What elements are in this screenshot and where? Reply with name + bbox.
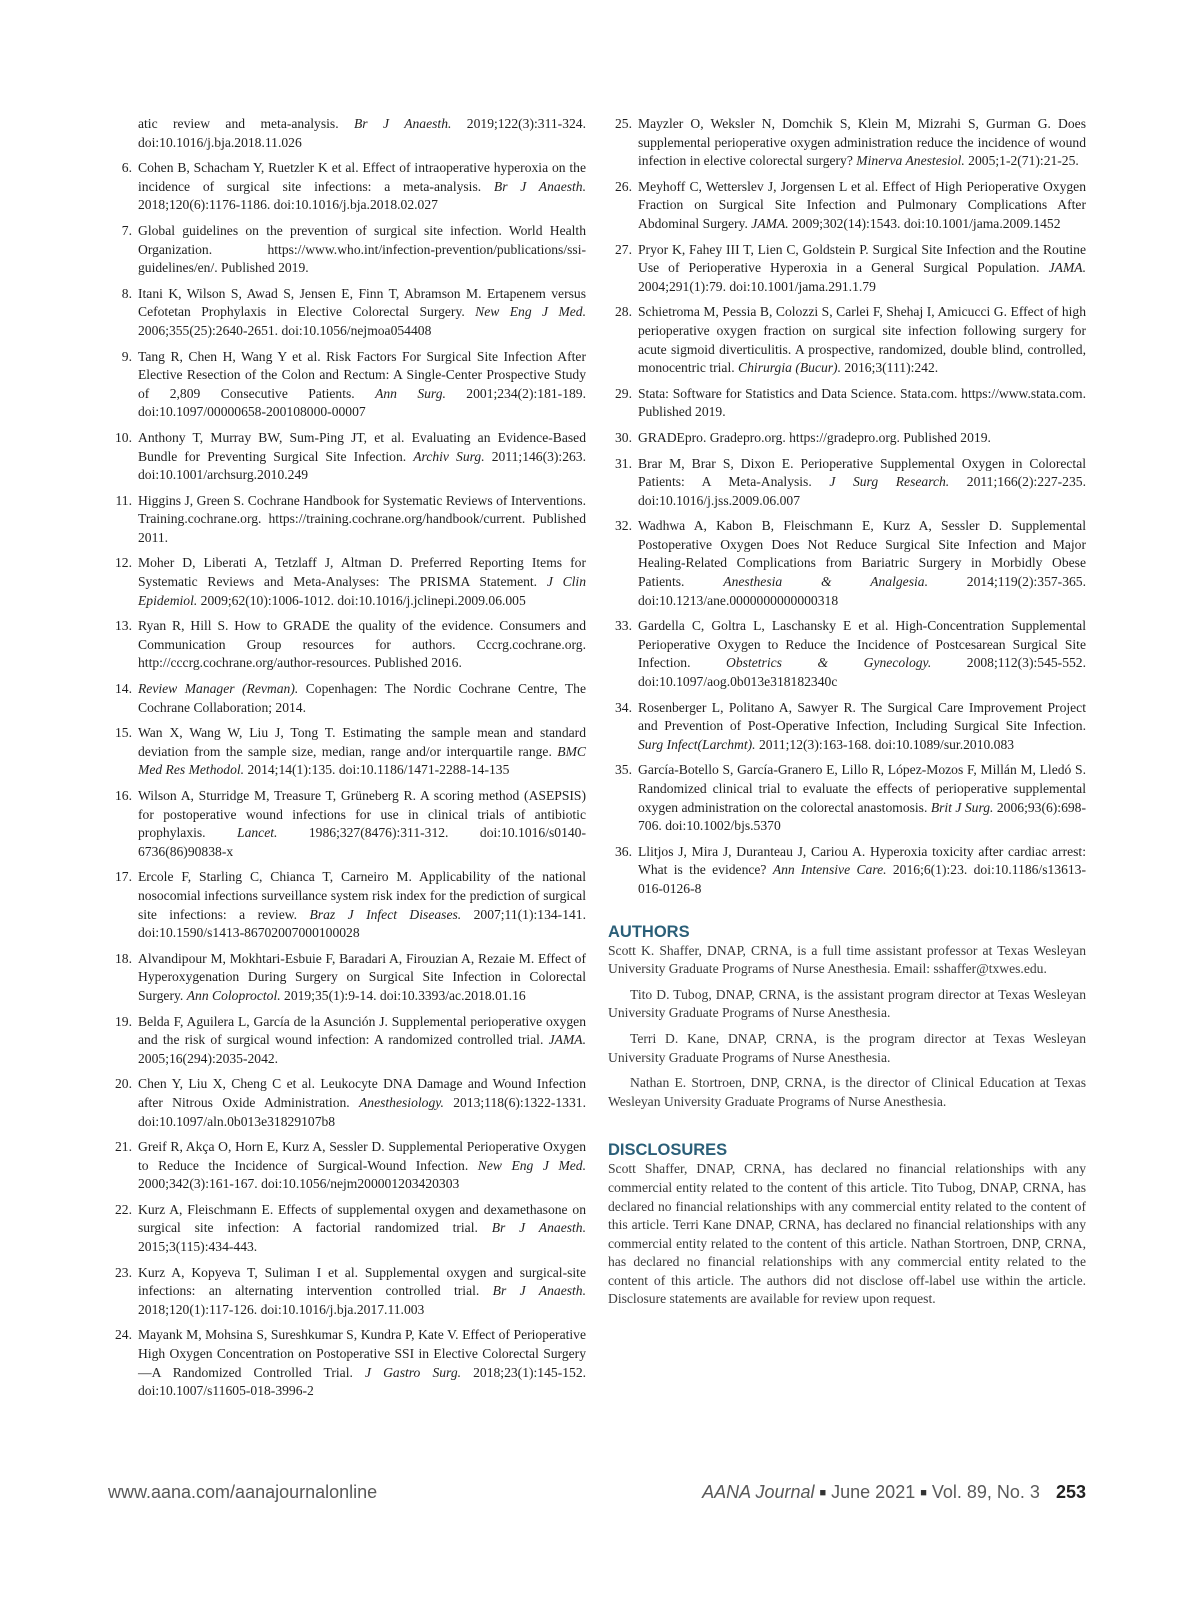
reference-text: Schietroma M, Pessia B, Colozzi S, Carlei F, Shehaj I, Amicucci G. Effect of high perioperative oxygen fraction on surgical site infection following surgery for acute sigmoid diverticulitis. A prospective, randomized, double blind, controlled, monocentric trial. bbox=[638, 304, 1086, 376]
reference-text: Wilson A, Sturridge M, Treasure T, Grüneberg R. A scoring method (ASEPSIS) for postoperative wound infections for use in clinical trials of antibiotic prophylaxis. bbox=[138, 788, 586, 841]
reference-number: 24. bbox=[115, 1327, 132, 1343]
reference-text: Cohen B, Schacham Y, Ruetzler K et al. Effect of intraoperative hyperoxia on the incidence of surgical site infections: a meta-analysis. bbox=[138, 160, 586, 194]
reference-number: 27. bbox=[615, 241, 632, 257]
reference-number: 21. bbox=[115, 1139, 132, 1155]
reference-number: 28. bbox=[615, 304, 632, 320]
reference-item bbox=[108, 1013, 586, 1069]
reference-text: 2006;355(25):2640-2651. doi:10.1056/nejmoa054408 bbox=[138, 322, 432, 338]
reference-number: 15. bbox=[115, 725, 132, 741]
reference-number: 13. bbox=[115, 618, 132, 634]
reference-number: 19. bbox=[115, 1013, 132, 1029]
reference-number: 29. bbox=[615, 385, 632, 401]
reference-item bbox=[108, 1326, 586, 1400]
reference-item bbox=[608, 699, 1086, 755]
separator-square-icon: ■ bbox=[819, 1487, 827, 1499]
disclosures-heading: DISCLOSURES bbox=[608, 1141, 728, 1160]
reference-text: Tang R, Chen H, Wang Y et al. Risk Factors For Surgical Site Infection After Elective Resection of the Colon and Rectum: A Single-Center Prospective Study of 2,809 Consecutive Patients. bbox=[138, 348, 586, 401]
reference-text: Kurz A, Fleischmann E. Effects of supplemental oxygen and dexamethasone on surgical site infection: A factorial randomized trial. bbox=[138, 1201, 586, 1236]
reference-journal: Review Manager (Revman). bbox=[138, 681, 299, 697]
reference-number: 17. bbox=[115, 869, 132, 885]
author-bio: Terri D. Kane, DNAP, CRNA, is the program director at Texas Wesleyan University Graduate Programs of Nurse Anesthesia. bbox=[608, 1030, 1086, 1065]
reference-text: GRADEpro. Gradepro.org. https://gradepro.org. Published 2019. bbox=[638, 429, 991, 445]
reference-text: Kurz A, Kopyeva T, Suliman I et al. Supplemental oxygen and surgical-site infections: an alternating intervention controlled trial. bbox=[138, 1264, 586, 1299]
author-bio: Tito D. Tubog, DNAP, CRNA, is the assistant program director at Texas Wesleyan University Graduate Programs of Nurse Anesthesia. bbox=[608, 986, 1086, 1021]
reference-text: 2001;234(2):181-189. doi:10.1097/00000658-200108000-00007 bbox=[138, 385, 586, 420]
reference-journal: Br J Anaesth. bbox=[493, 178, 586, 194]
reference-text: Rosenberger L, Politano A, Sawyer R. The Surgical Care Improvement Project and Prevention of Post-Operative Infection, Including Surgical Site Infection. bbox=[638, 699, 1086, 734]
reference-text: 2016;3(111):242. bbox=[841, 360, 939, 376]
reference-item bbox=[108, 868, 586, 942]
page-footer bbox=[108, 1482, 1086, 1506]
reference-item bbox=[608, 617, 1086, 691]
separator-square-icon: ■ bbox=[920, 1487, 927, 1499]
reference-journal: Lancet. bbox=[237, 825, 278, 841]
reference-number: 6. bbox=[121, 160, 132, 176]
volume-issue: Vol. 89, No. 3 bbox=[931, 1482, 1040, 1502]
reference-journal: New Eng J Med. bbox=[475, 304, 586, 320]
reference-item bbox=[608, 178, 1086, 234]
reference-text: Anthony T, Murray BW, Sum-Ping JT, et al. Evaluating an Evidence-Based Bundle for Preventing Surgical Site Infection. bbox=[138, 429, 586, 464]
reference-item bbox=[608, 115, 1086, 171]
reference-text: 2018;120(6):1176-1186. doi:10.1016/j.bja.2018.02.027 bbox=[138, 197, 438, 213]
reference-item bbox=[608, 429, 1086, 448]
reference-item bbox=[108, 787, 586, 861]
reference-journal: Chirurgia (Bucur). bbox=[738, 360, 841, 376]
reference-number: 10. bbox=[115, 429, 132, 445]
reference-journal: Surg Infect(Larchmt). bbox=[638, 736, 756, 752]
reference-journal: J Clin Epidemiol. bbox=[138, 574, 586, 608]
reference-journal: Minerva Anestesiol. bbox=[856, 153, 965, 169]
reference-text: Belda F, Aguilera L, García de la Asunción J. Supplemental perioperative oxygen and the risk of surgical wound infection: A randomized controlled trial. bbox=[138, 1013, 586, 1048]
reference-item bbox=[108, 1201, 586, 1257]
page-number: 253 bbox=[1055, 1482, 1086, 1502]
journal-url[interactable]: www.aana.com/aanajournalonline bbox=[108, 1482, 378, 1502]
reference-text: 2005;16(294):2035-2042. bbox=[138, 1050, 279, 1066]
reference-journal: JAMA. bbox=[1048, 260, 1086, 276]
reference-item bbox=[608, 455, 1086, 511]
reference-item bbox=[108, 1264, 586, 1320]
reference-text: 2011;166(2):227-235. doi:10.1016/j.jss.2009.06.007 bbox=[638, 474, 1086, 508]
reference-text: 2005;1-2(71):21-25. bbox=[964, 153, 1079, 169]
reference-journal: Ann Intensive Care. bbox=[772, 862, 887, 878]
reference-text: Itani K, Wilson S, Awad S, Jensen E, Finn T, Abramson M. Ertapenem versus Cefotetan Prophylaxis in Elective Colorectal Surgery. bbox=[138, 285, 586, 320]
reference-number: 34. bbox=[615, 699, 632, 715]
reference-journal: JAMA. bbox=[548, 1032, 586, 1048]
disclosures-text: Scott Shaffer, DNAP, CRNA, has declared no financial relationships with any commercial entity related to the content of this article. Tito Tubog, DNAP, CRNA, has declared no financial relationships with any commercial entity related to the content of this article. Terri Kane DNAP, CRNA, has declared no financial relationships with any commercial entity related to the content of this article. Nathan Stortroen, DNP, CRNA, has declared no financial relationships with any commercial entity related to the content of this article. The authors did not disclose off-label use within the article. Disclosure statements are available for review upon request. bbox=[608, 1161, 1086, 1307]
reference-item bbox=[608, 385, 1086, 422]
issue-date: June 2021 bbox=[831, 1482, 916, 1502]
reference-number: 30. bbox=[615, 429, 632, 445]
reference-number: 25. bbox=[615, 116, 632, 131]
reference-text: 1986;327(8476):311-312. doi:10.1016/s0140-6736(86)90838-x bbox=[138, 825, 587, 859]
reference-item bbox=[108, 950, 586, 1006]
journal-info bbox=[702, 1482, 1086, 1503]
reference-text: Greif R, Akça O, Horn E, Kurz A, Sessler D. Supplemental Perioperative Oxygen to Reduce the Incidence of Surgical-Wound Infection. bbox=[138, 1139, 586, 1173]
reference-text: 2004;291(1):79. doi:10.1001/jama.291.1.79 bbox=[638, 278, 876, 294]
reference-item bbox=[108, 1075, 586, 1131]
reference-text: Stata: Software for Statistics and Data Science. Stata.com. https://www.stata.com. Published 2019. bbox=[638, 385, 1086, 420]
reference-text: García-Botello S, García-Granero E, Lillo R, López-Mozos F, Millán M, Lledó S. Randomized clinical trial to evaluate the effects of perioperative supplemental oxygen administration on the colorectal anastomosis. bbox=[638, 762, 1086, 815]
reference-text: Higgins J, Green S. Cochrane Handbook for Systematic Reviews of Interventions. Training.cochrane.org. https://training.cochrane.org/handbook/current. Published 2011. bbox=[138, 492, 586, 545]
reference-journal: Braz J Infect Diseases. bbox=[309, 906, 462, 922]
reference-item bbox=[108, 680, 586, 717]
reference-text: 2019;35(1):9-14. doi:10.3393/ac.2018.01.16 bbox=[280, 987, 526, 1003]
reference-text: Mayank M, Mohsina S, Sureshkumar S, Kundra P, Kate V. Effect of Perioperative High Oxygen Concentration on Postoperative SSI in Elective Colorectal Surgery—A Randomized Controlled Trial. bbox=[138, 1327, 586, 1380]
reference-journal: BMC Med Res Methodol. bbox=[138, 743, 586, 778]
reference-item bbox=[108, 159, 586, 215]
reference-number: 26. bbox=[615, 178, 632, 194]
reference-text: Mayzler O, Weksler N, Domchik S, Klein M, Mizrahi S, Gurman G. Does supplemental perioperative oxygen administration reduce the incidence of wound infection in elective colorectal surgery? bbox=[638, 116, 1086, 169]
reference-item bbox=[108, 724, 586, 780]
reference-text: 2011;146(3):263. doi:10.1001/archsurg.2010.249 bbox=[138, 448, 586, 483]
reference-number: 18. bbox=[115, 950, 132, 966]
reference-text: 2014;119(2):357-365. doi:10.1213/ane.0000000000000318 bbox=[638, 574, 1086, 608]
reference-number: 23. bbox=[115, 1264, 132, 1280]
authors-heading: AUTHORS bbox=[608, 922, 690, 941]
reference-text: Meyhoff C, Wetterslev J, Jorgensen L et al. Effect of High Perioperative Oxygen Fraction on Surgical Site Infection and Pulmonary Complications After Abdominal Surgery. bbox=[638, 178, 1086, 231]
reference-journal: J Gastro Surg. bbox=[364, 1364, 462, 1380]
reference-text: 2016;6(1):23. doi:10.1186/s13613-016-0126-8 bbox=[638, 862, 1087, 896]
reference-journal: Brit J Surg. bbox=[930, 799, 994, 815]
reference-journal: Br J Anaesth. bbox=[491, 1220, 586, 1236]
reference-journal: J Surg Research. bbox=[829, 474, 950, 490]
reference-item bbox=[108, 1138, 586, 1194]
reference-number: 8. bbox=[121, 285, 132, 301]
reference-journal: JAMA. bbox=[751, 215, 789, 231]
reference-number: 33. bbox=[615, 618, 632, 634]
reference-journal: Br J Anaesth. bbox=[492, 1283, 586, 1299]
reference-number: 7. bbox=[121, 222, 132, 238]
reference-number: 22. bbox=[115, 1201, 132, 1217]
reference-text: Moher D, Liberati A, Tetzlaff J, Altman D. Preferred Reporting Items for Systematic Reviews and Meta-Analyses: The PRISMA Statement. bbox=[138, 555, 586, 590]
reference-journal: Br J Anaesth. bbox=[354, 116, 452, 131]
reference-text: 2018;23(1):145-152. doi:10.1007/s11605-018-3996-2 bbox=[138, 1364, 587, 1399]
reference-item bbox=[108, 115, 586, 152]
reference-text: Ryan R, Hill S. How to GRADE the quality of the evidence. Consumers and Communication Group resources for authors. Cccrg.cochrane.org. http://cccrg.cochrane.org/author-resources. Published 2016. bbox=[138, 618, 586, 671]
reference-number: 32. bbox=[615, 518, 632, 534]
reference-journal: Obstetrics & Gynecology. bbox=[726, 655, 932, 671]
reference-text: Pryor K, Fahey III T, Lien C, Goldstein P. Surgical Site Infection and the Routine Use of Perioperative Hyperoxia in a General Surgical Population. bbox=[638, 241, 1086, 276]
reference-journal: Anesthesia & Analgesia. bbox=[723, 574, 928, 590]
reference-text: Wadhwa A, Kabon B, Fleischmann E, Kurz A, Sessler D. Supplemental Postoperative Oxygen Does Not Reduce Surgical Site Infection and Major Healing-Related Complications from Bariatric Surgery in Morbidly Obese Patients. bbox=[638, 518, 1086, 590]
reference-list-right bbox=[608, 115, 1086, 899]
reference-item bbox=[108, 222, 586, 278]
reference-text: 2006;93(6):698-706. doi:10.1002/bjs.5370 bbox=[638, 799, 1086, 834]
reference-number: 12. bbox=[115, 555, 132, 571]
author-bio: Nathan E. Stortroen, DNP, CRNA, is the director of Clinical Education at Texas Wesleyan University Graduate Programs of Nurse Anesthesia. bbox=[608, 1075, 1086, 1109]
reference-text: 2008;112(3):545-552. doi:10.1097/aog.0b013e318182340c bbox=[638, 655, 1086, 690]
reference-text: 2011;12(3):163-168. doi:10.1089/sur.2010.083 bbox=[755, 736, 1015, 752]
reference-number: 16. bbox=[115, 788, 132, 803]
reference-number: 14. bbox=[115, 681, 132, 697]
reference-item bbox=[108, 617, 586, 673]
author-bio: Scott K. Shaffer, DNAP, CRNA, is a full time assistant professor at Texas Wesleyan University Graduate Programs of Nurse Anesthesia. Email: sshaffer@txwes.edu. bbox=[608, 942, 1086, 977]
reference-text: 2018;120(1):117-126. doi:10.1016/j.bja.2017.11.003 bbox=[138, 1301, 425, 1317]
reference-journal: Anesthesiology. bbox=[358, 1094, 444, 1110]
reference-item bbox=[608, 517, 1086, 610]
reference-journal: Ann Coloproctol. bbox=[186, 987, 281, 1003]
reference-text: 2007;11(1):134-141. doi:10.1590/s1413-86702007000100028 bbox=[138, 906, 586, 941]
reference-number: 20. bbox=[115, 1076, 132, 1092]
reference-number: 35. bbox=[615, 762, 632, 778]
reference-list-left bbox=[108, 115, 586, 1408]
reference-text: 2015;3(115):434-443. bbox=[138, 1239, 258, 1255]
reference-item bbox=[608, 241, 1086, 297]
reference-text: Global guidelines on the prevention of surgical site infection. World Health Organization. https://www.who.int/infection-prevention/publications/ssi-guidelines/en/. Published 2019. bbox=[138, 222, 586, 276]
reference-journal: New Eng J Med. bbox=[477, 1157, 586, 1173]
reference-text: 2014;14(1):135. doi:10.1186/1471-2288-14-135 bbox=[244, 762, 510, 778]
journal-name: AANA Journal bbox=[702, 1482, 815, 1502]
reference-text: 2009;62(10):1006-1012. doi:10.1016/j.jclinepi.2009.06.005 bbox=[197, 592, 526, 608]
reference-text: Gardella C, Goltra L, Laschansky E et al. High-Concentration Supplemental Perioperative Oxygen to Reduce the Incidence of Postcesarean Surgical Site Infection. bbox=[638, 618, 1086, 671]
reference-item bbox=[108, 285, 586, 341]
reference-text: 2000;342(3):161-167. doi:10.1056/nejm200001203420303 bbox=[138, 1176, 460, 1192]
reference-number: 11. bbox=[115, 492, 132, 508]
reference-text: 2019;122(3):311-324. doi:10.1016/j.bja.2018.11.026 bbox=[138, 116, 586, 150]
right-column bbox=[608, 115, 1086, 1309]
reference-number: 9. bbox=[121, 348, 132, 364]
reference-text: 2013;118(6):1322-1331. doi:10.1097/aln.0b013e31829107b8 bbox=[138, 1094, 586, 1129]
reference-item bbox=[108, 348, 586, 422]
reference-item bbox=[108, 492, 586, 548]
reference-text: atic review and meta-analysis. bbox=[138, 116, 354, 131]
reference-text: Alvandipour M, Mokhtari-Esbuie F, Baradari A, Firouzian A, Rezaie M. Effect of Hyperoxygenation During Surgery on Surgical Site Infection in Colorectal Surgery. bbox=[138, 950, 586, 1003]
reference-item bbox=[108, 554, 586, 610]
reference-number: 31. bbox=[615, 455, 632, 471]
reference-text: Chen Y, Liu X, Cheng C et al. Leukocyte DNA Damage and Wound Infection after Nitrous Oxide Administration. bbox=[138, 1076, 586, 1110]
reference-text: Wan X, Wang W, Liu J, Tong T. Estimating the sample mean and standard deviation from the sample size, median, range and/or interquartile range. bbox=[138, 725, 586, 759]
reference-journal: Archiv Surg. bbox=[413, 448, 485, 464]
reference-text: Brar M, Brar S, Dixon E. Perioperative Supplemental Oxygen in Colorectal Patients: A Meta-Analysis. bbox=[638, 455, 1086, 490]
reference-text: Llitjos J, Mira J, Duranteau J, Cariou A. Hyperoxia toxicity after cardiac arrest: What is the evidence? bbox=[638, 843, 1086, 878]
reference-text: Copenhagen: The Nordic Cochrane Centre, The Cochrane Collaboration; 2014. bbox=[138, 681, 586, 715]
reference-journal: Ann Surg. bbox=[375, 385, 446, 401]
reference-item bbox=[608, 843, 1086, 899]
reference-text: 2009;302(14):1543. doi:10.1001/jama.2009.1452 bbox=[788, 215, 1061, 231]
reference-item bbox=[608, 303, 1086, 377]
reference-text: Ercole F, Starling C, Chianca T, Carneiro M. Applicability of the national nosocomial infections surveillance system risk index for the prediction of surgical site infections: a review. bbox=[138, 869, 586, 922]
reference-item bbox=[608, 761, 1086, 835]
reference-item bbox=[108, 429, 586, 485]
reference-number: 36. bbox=[615, 843, 632, 859]
